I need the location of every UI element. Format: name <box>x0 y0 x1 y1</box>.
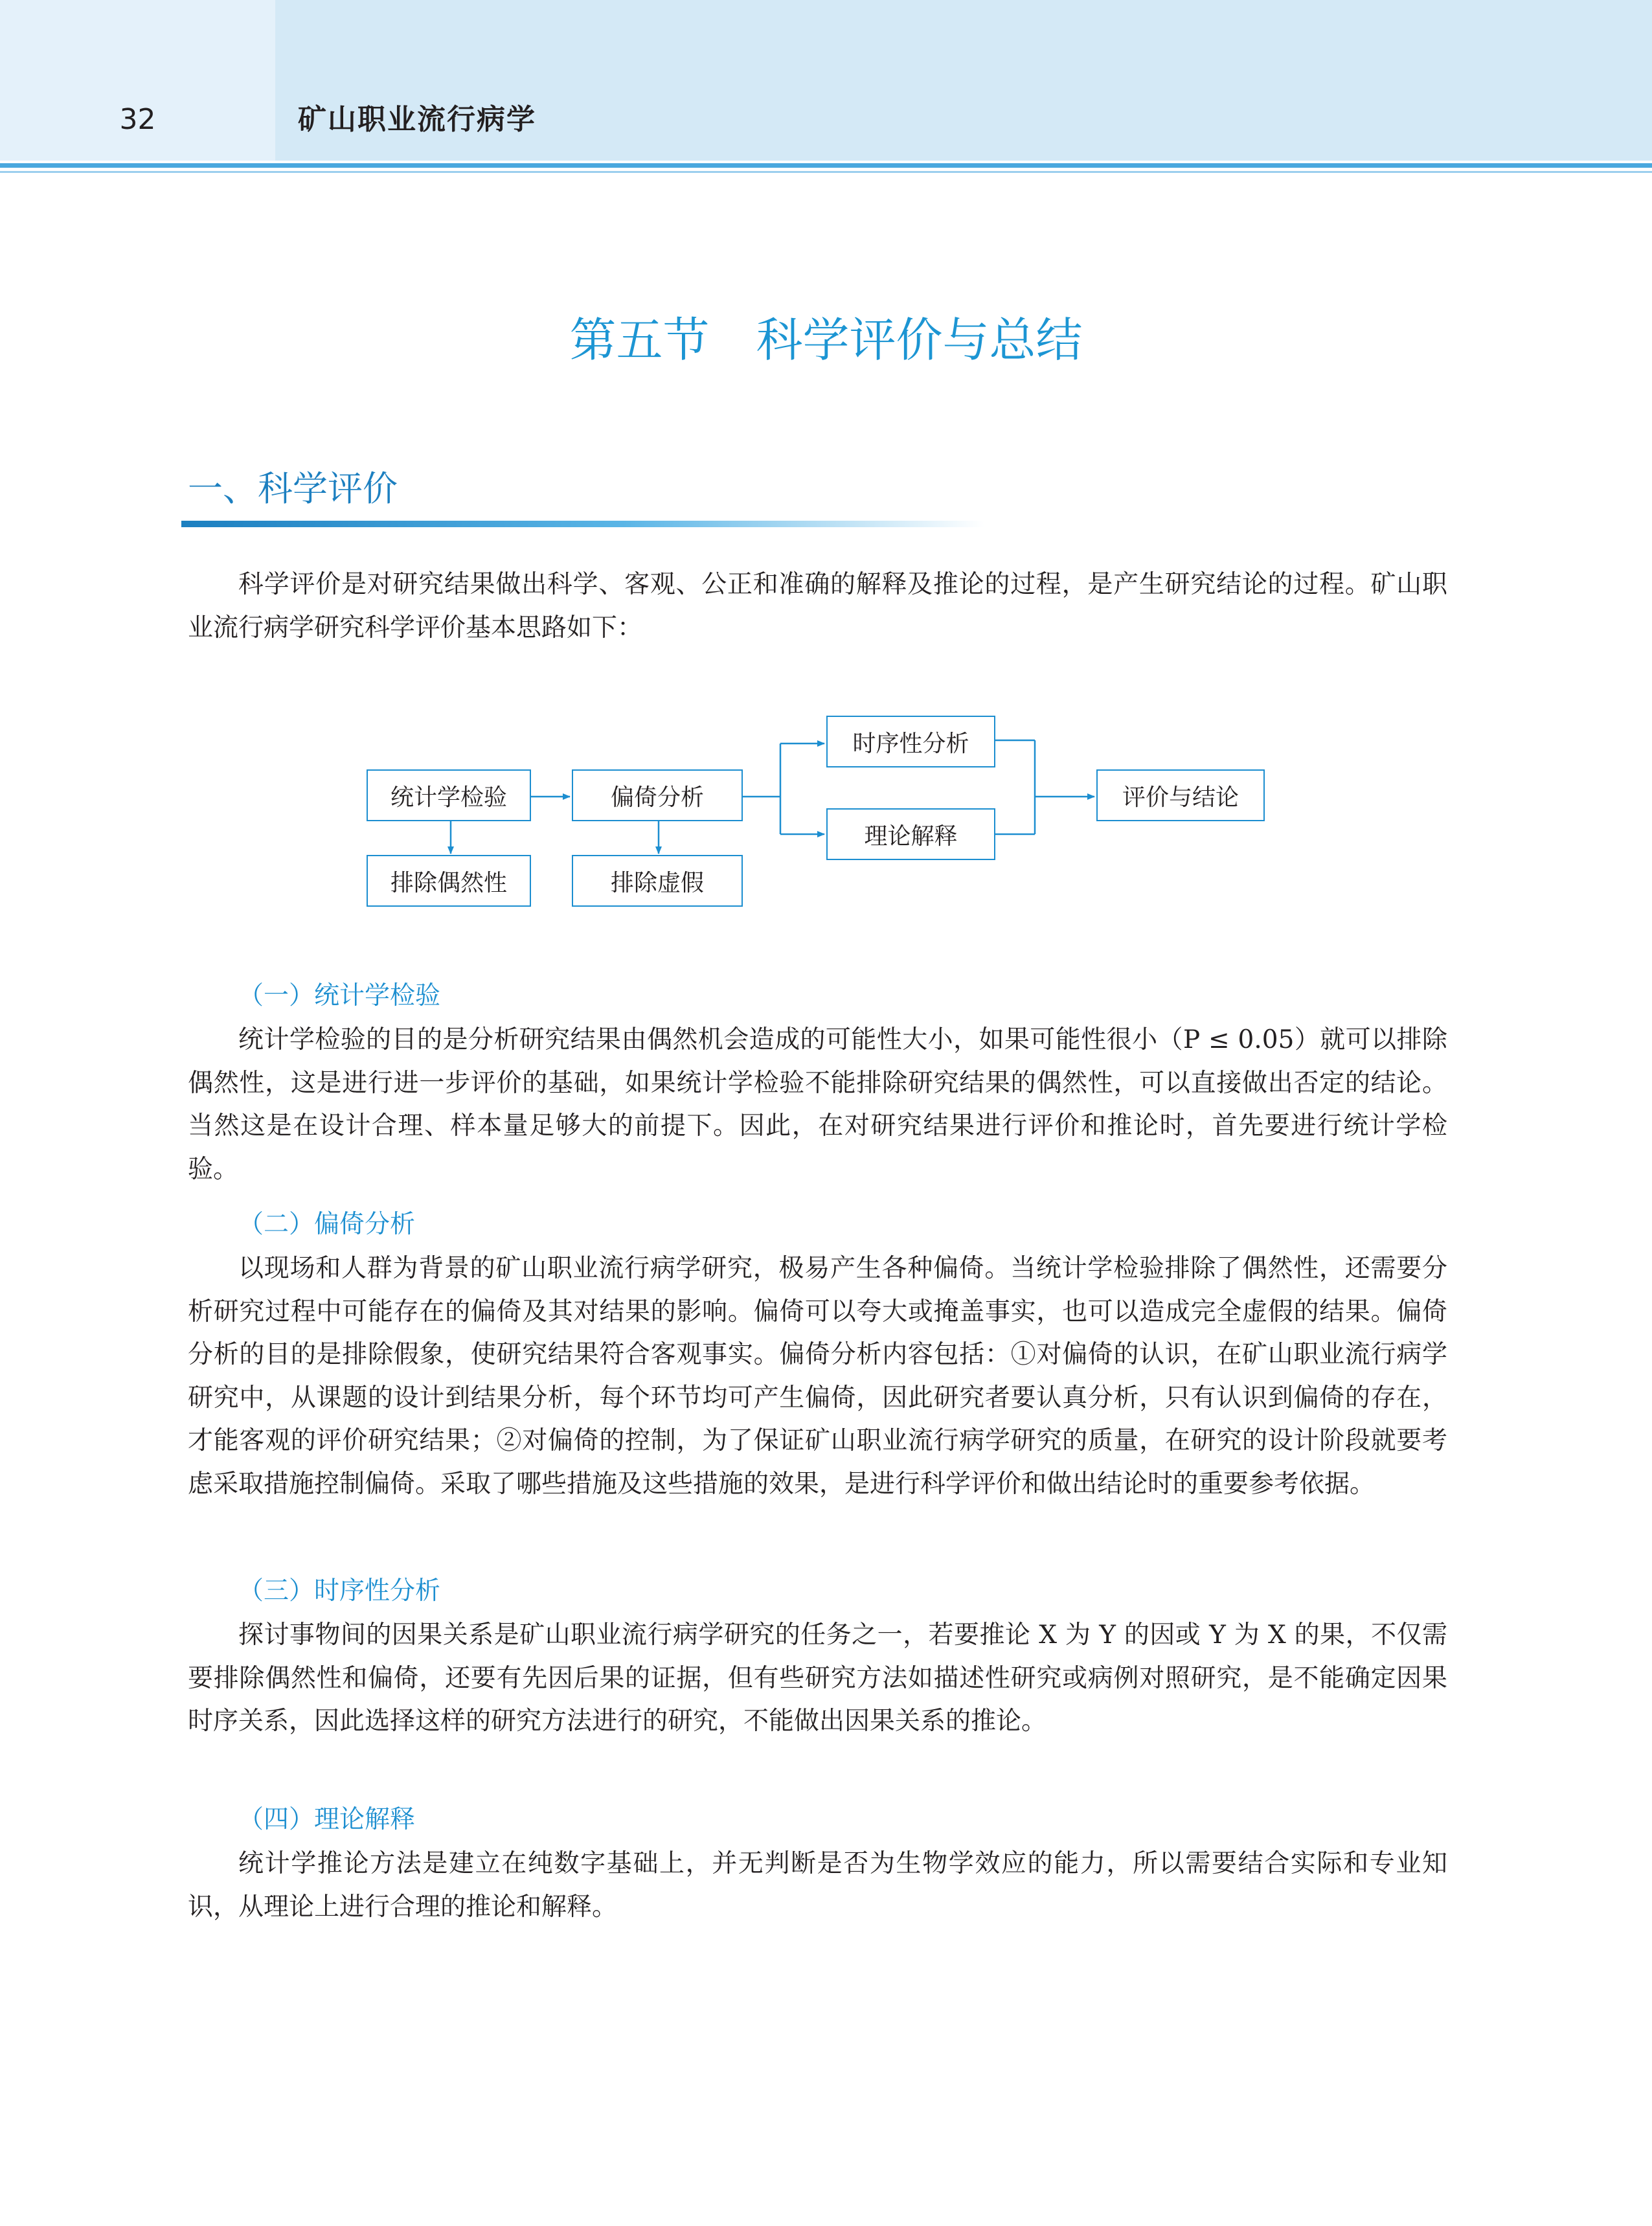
node-bias-analysis: 偏倚分析 <box>572 769 743 821</box>
subsection-heading-theory: （四）理论解释 <box>238 1805 416 1834</box>
subsection-text-bias: 以现场和人群为背景的矿山职业流行病学研究，极易产生各种偏倚。当统计学检验排除了偶然性，还需要分析研究过程中可能存在的偏倚及其对结果的影响。偏倚可以夸大或掩盖事实，也可以造成完全虚假的结果。偏倚分析的目的是排除假象，使研究结果符合客观事实。偏倚分析内容包括：①对偏倚的认识，在矿山职业流行病学研究中，从课题的设计到结果分析，每个环节均可产生偏倚，因此研究者要认真分析，只有认识到偏倚的存在，才能客观的评价研究结果；②对偏倚的控制，为了保证矿山职业流行病学研究的质量，在研究的设计阶段就要考虑采取措施控制偏倚。采取了哪些措施及这些措施的效果，是进行科学评价和做出结论时的重要参考依据。 <box>188 1254 1447 1499</box>
node-evaluation-conclusion: 评价与结论 <box>1096 769 1265 821</box>
page-number: 32 <box>119 103 156 136</box>
book-title: 矿山职业流行病学 <box>298 103 536 136</box>
subsection-heading-bias: （二）偏倚分析 <box>238 1210 416 1239</box>
node-stat-test: 统计学检验 <box>367 769 531 821</box>
part-heading-underline <box>181 521 984 527</box>
intro-paragraph: 科学评价是对研究结果做出科学、客观、公正和准确的解释及推论的过程，是产生研究结论的过程。矿山职业流行病学研究科学评价基本思路如下： <box>188 570 1447 642</box>
section-title: 第五节 科学评价与总结 <box>569 313 1083 367</box>
node-temporal-analysis: 时序性分析 <box>826 716 995 767</box>
subsection-heading-temporal: （三）时序性分析 <box>238 1576 441 1606</box>
node-exclude-false: 排除虚假 <box>572 855 743 907</box>
node-theory-explain: 理论解释 <box>826 808 995 860</box>
subsection-heading-stat-test: （一）统计学检验 <box>238 981 441 1010</box>
subsection-text-stat-test: 统计学检验的目的是分析研究结果由偶然机会造成的可能性大小，如果可能性很小（P ≤ 0.05）就可以排除偶然性，这是进行进一步评价的基础，如果统计学检验不能排除研究结果的偶然性，可以直接做出否定的结论。当然这是在设计合理、样本量足够大的前提下。因此，在对研究结果进行评价和推论时，首先要进行统计学检验。 <box>188 1025 1447 1184</box>
header-rule-thin <box>0 171 1652 173</box>
subsection-text-temporal: 探讨事物间的因果关系是矿山职业流行病学研究的任务之一，若要推论 X 为 Y 的因或 Y 为 X 的果，不仅需要排除偶然性和偏倚，还要有先因后果的证据，但有些研究方法如描述性研究或病例对照研究，是不能确定因果时序关系，因此选择这样的研究方法进行的研究，不能做出因果关系的推论。 <box>188 1620 1447 1736</box>
header-rule-thick <box>0 163 1652 168</box>
part-heading: 一、科学评价 <box>188 468 398 509</box>
subsection-text-theory: 统计学推论方法是建立在纯数字基础上，并无判断是否为生物学效应的能力，所以需要结合实际和专业知识，从理论上进行合理的推论和解释。 <box>188 1849 1447 1922</box>
node-exclude-chance: 排除偶然性 <box>367 855 531 907</box>
